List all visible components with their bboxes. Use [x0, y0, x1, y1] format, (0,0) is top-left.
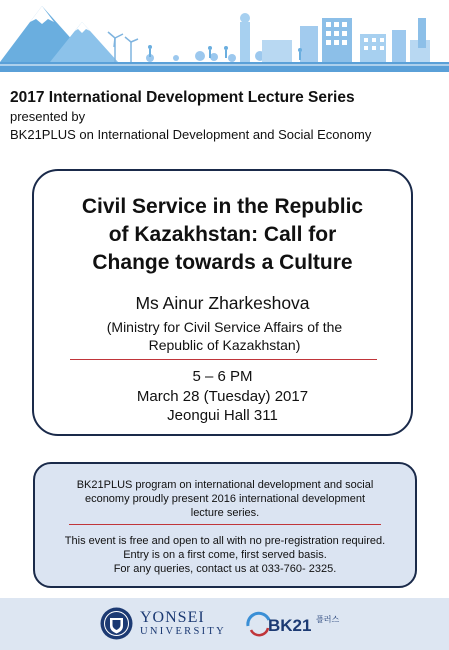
lecture-title	[34, 193, 411, 277]
yonsei-subtitle: UNIVERSITY	[140, 626, 226, 637]
title-line: Change towards a Culture	[92, 251, 353, 274]
yonsei-name: YONSEI	[140, 609, 205, 626]
note-line: This event is free and open to all with no pre-registration required.	[64, 535, 386, 547]
affiliation-line: (Ministry for Civil Service Affairs of the	[106, 319, 343, 335]
intro-line: BK21PLUS program on international development and social	[76, 479, 374, 491]
organizer-name: BK21PLUS on International Development and Social Economy	[10, 127, 372, 142]
intro-line: economy proudly present 2016 international development	[84, 493, 366, 505]
yonsei-logo	[100, 606, 226, 642]
lecture-card	[32, 169, 413, 436]
note-line: For any queries, contact us at 033-760- 2325.	[113, 563, 337, 575]
presented-by-label: presented by	[10, 109, 86, 124]
affiliation-line: Republic of Kazakhstan)	[148, 337, 301, 353]
intro-line: lecture series.	[190, 507, 260, 519]
event-notes	[39, 534, 411, 576]
title-line: of Kazakhstan: Call for	[108, 223, 337, 246]
mountains-cityscape-banner	[0, 0, 449, 72]
sponsor-footer	[0, 598, 449, 650]
speaker-name: Ms Ainur Zharkeshova	[135, 293, 310, 313]
title-line: Civil Service in the Republic	[81, 195, 364, 218]
event-date: March 28 (Tuesday) 2017	[136, 388, 309, 405]
divider	[69, 524, 381, 525]
divider	[70, 359, 377, 360]
presenter-block	[10, 108, 430, 144]
yonsei-crest-icon	[100, 607, 133, 640]
note-line: Entry is on a first come, first served basis.	[123, 549, 327, 561]
info-box	[33, 462, 417, 588]
lecture-series-title: 2017 International Development Lecture Series	[10, 89, 355, 106]
bk21-logo	[244, 608, 364, 640]
event-venue: Jeongui Hall 311	[167, 407, 278, 424]
program-intro	[43, 478, 407, 520]
event-time: 5 – 6 PM	[192, 368, 253, 385]
speaker-affiliation	[44, 318, 405, 354]
bk21-label: BK21	[268, 616, 312, 635]
bk21-korean-label: 플러스	[316, 615, 340, 624]
